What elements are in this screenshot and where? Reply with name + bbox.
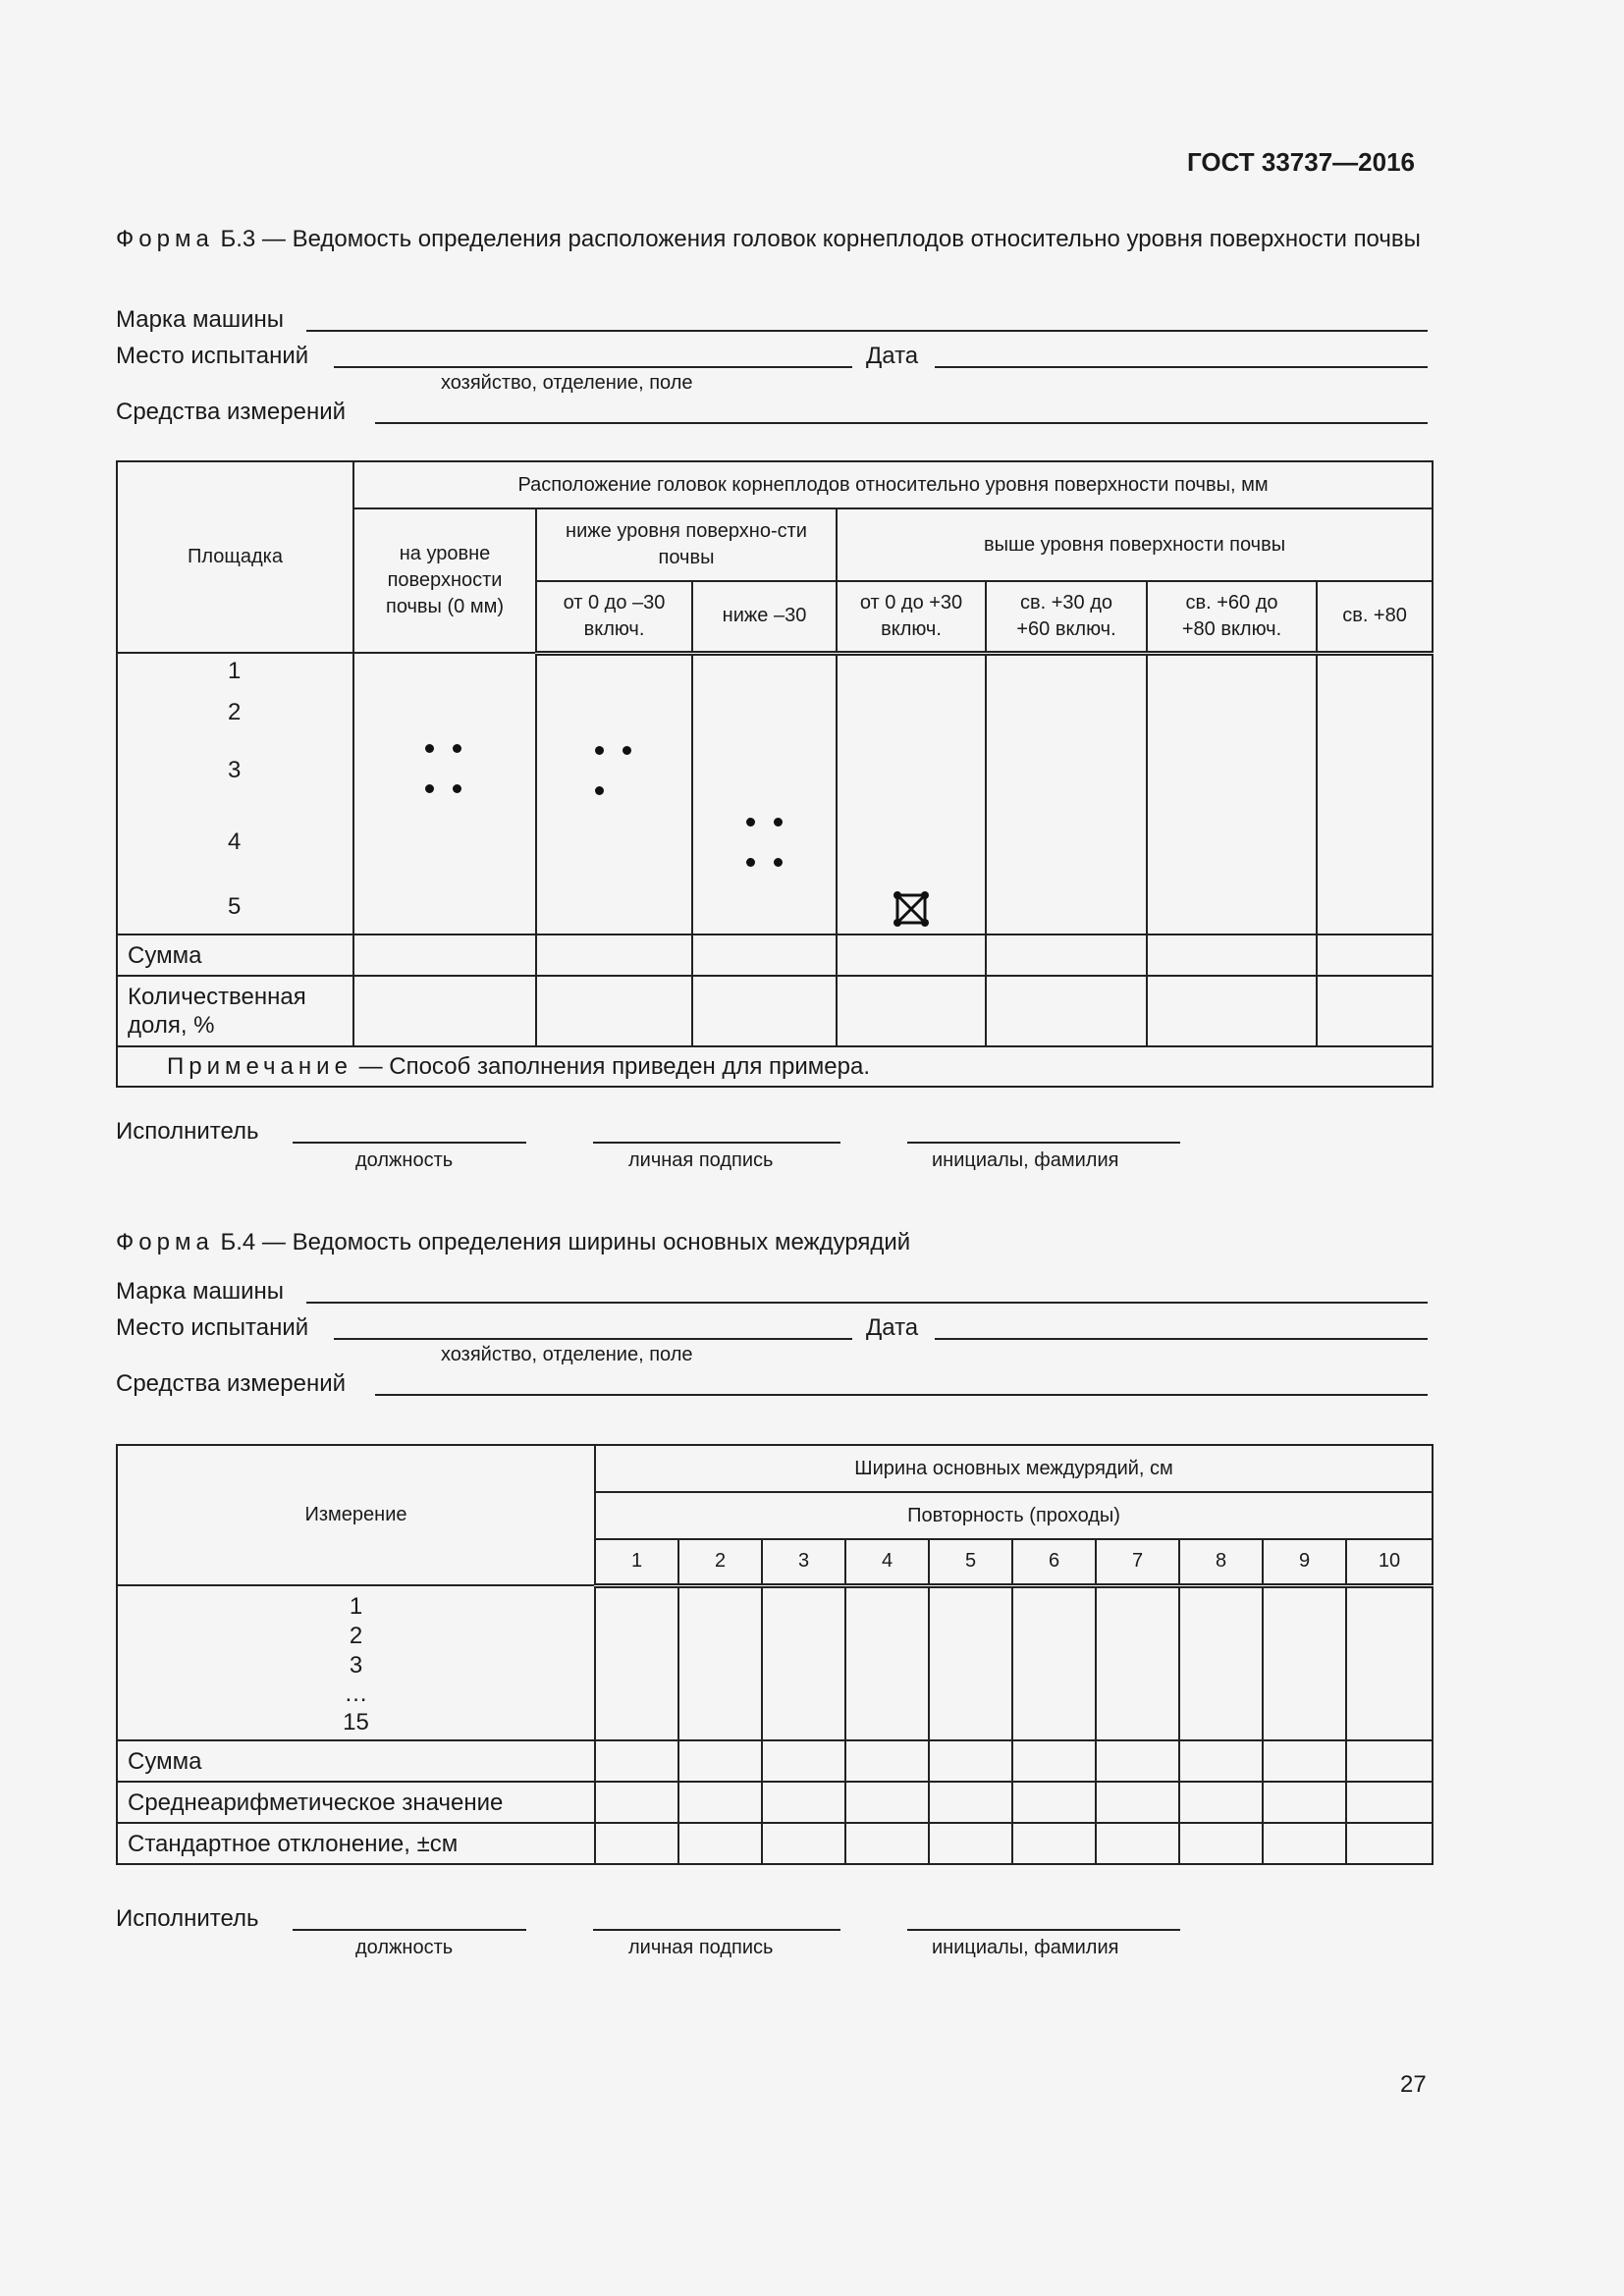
form-title-text: Б.4 — Ведомость определения ширины основных междурядий — [213, 1229, 911, 1255]
share-cell[interactable] — [1317, 976, 1433, 1046]
tally-dot — [595, 746, 604, 755]
page-number: 27 — [1400, 2071, 1427, 2098]
sum-cell[interactable] — [692, 934, 837, 976]
signature-field[interactable] — [593, 1929, 840, 1931]
above-30-60-header: св. +30 до +60 включ. — [986, 581, 1147, 653]
mean-cell[interactable] — [1346, 1782, 1433, 1823]
tally-dot — [746, 858, 755, 867]
above-60-80-header: св. +60 до +80 включ. — [1147, 581, 1317, 653]
sum-cell[interactable] — [1263, 1740, 1346, 1782]
signature-hint: личная подпись — [628, 1937, 774, 1958]
row-width-table — [116, 1444, 1434, 1865]
sum-cell[interactable] — [353, 934, 536, 976]
value-cell[interactable] — [1096, 1585, 1179, 1740]
value-cell[interactable] — [1012, 1585, 1096, 1740]
share-cell[interactable] — [536, 976, 692, 1046]
form-b4-title — [116, 1229, 1430, 1256]
tally-above-0-30[interactable] — [837, 653, 986, 934]
pass-header: 7 — [1096, 1539, 1179, 1585]
std-cell[interactable] — [929, 1823, 1012, 1864]
tally-dot — [774, 858, 783, 867]
site-row: 3 — [228, 757, 242, 783]
std-cell[interactable] — [1179, 1823, 1263, 1864]
mean-cell[interactable] — [1012, 1782, 1096, 1823]
above-0-30-header: от 0 до +30 включ. — [837, 581, 986, 653]
mean-label: Среднеарифметическое значение — [117, 1782, 595, 1823]
sum-cell[interactable] — [678, 1740, 762, 1782]
site-row: 1 — [228, 658, 242, 684]
measure-row: 1 — [349, 1593, 363, 1620]
place-hint: хозяйство, отделение, поле — [441, 1344, 693, 1365]
tally-dot — [595, 786, 604, 795]
date-label: Дата — [866, 343, 919, 369]
tools-field[interactable] — [375, 422, 1428, 424]
position-field[interactable] — [293, 1929, 526, 1931]
form-label: Форма — [116, 1229, 214, 1255]
sum-cell[interactable] — [986, 934, 1147, 976]
site-numbers-cell — [117, 653, 353, 934]
note-label: Примечание — [167, 1053, 352, 1080]
pass-header: 6 — [1012, 1539, 1096, 1585]
form-label: Форма — [116, 226, 214, 252]
name-hint: инициалы, фамилия — [932, 1149, 1119, 1171]
share-cell[interactable] — [1147, 976, 1317, 1046]
tally-dot — [453, 744, 461, 753]
value-cell[interactable] — [1179, 1585, 1263, 1740]
pass-header: 8 — [1179, 1539, 1263, 1585]
pass-header: 9 — [1263, 1539, 1346, 1585]
tally-above-80[interactable] — [1317, 653, 1433, 934]
std-cell[interactable] — [1096, 1823, 1179, 1864]
above-80-header: св. +80 — [1317, 581, 1433, 653]
measure-row: 3 — [349, 1652, 363, 1679]
place-field[interactable] — [334, 1338, 852, 1340]
sum-cell[interactable] — [837, 934, 986, 976]
at-level-header: на уровне поверхности почвы (0 мм) — [353, 508, 536, 653]
mean-cell[interactable] — [929, 1782, 1012, 1823]
name-field[interactable] — [907, 1142, 1180, 1144]
std-cell[interactable] — [1346, 1823, 1433, 1864]
tally-below-30[interactable] — [692, 653, 837, 934]
position-field[interactable] — [293, 1142, 526, 1144]
mean-cell[interactable] — [595, 1782, 678, 1823]
sum-cell[interactable] — [1096, 1740, 1179, 1782]
mean-cell[interactable] — [1179, 1782, 1263, 1823]
site-row: 5 — [228, 893, 242, 920]
share-label: Количественная доля, % — [117, 976, 353, 1046]
sum-cell[interactable] — [845, 1740, 929, 1782]
name-hint: инициалы, фамилия — [932, 1937, 1119, 1958]
form-b3-title — [116, 226, 1430, 253]
below-0-30-header: от 0 до –30 включ. — [536, 581, 692, 653]
sum-cell[interactable] — [1346, 1740, 1433, 1782]
std-cell[interactable] — [762, 1823, 845, 1864]
position-hint: должность — [355, 1149, 454, 1171]
sum-label: Сумма — [117, 1740, 595, 1782]
tally-above-60-80[interactable] — [1147, 653, 1317, 934]
tools-label: Средства измерений — [116, 399, 347, 425]
measure-row: 2 — [349, 1623, 363, 1649]
note-text: — Способ заполнения приведен для примера. — [352, 1053, 871, 1080]
mean-cell[interactable] — [1096, 1782, 1179, 1823]
group-header: Расположение головок корнеплодов относительно уровня поверхности почвы, мм — [353, 461, 1433, 508]
std-cell[interactable] — [595, 1823, 678, 1864]
share-cell[interactable] — [837, 976, 986, 1046]
tally-dot — [774, 818, 783, 827]
sum-cell[interactable] — [1012, 1740, 1096, 1782]
tally-dot — [453, 784, 461, 793]
tally-above-30-60[interactable] — [986, 653, 1147, 934]
machine-field[interactable] — [306, 330, 1428, 332]
tally-at-level[interactable] — [353, 653, 536, 934]
tally-dot — [425, 744, 434, 753]
sum-label: Сумма — [117, 934, 353, 976]
sum-cell[interactable] — [595, 1740, 678, 1782]
sum-cell[interactable] — [762, 1740, 845, 1782]
position-hint: должность — [355, 1937, 454, 1958]
machine-label: Марка машины — [116, 1278, 285, 1305]
tally-ten-mark-icon — [892, 889, 931, 929]
measure-numbers-cell — [117, 1585, 595, 1740]
share-cell[interactable] — [353, 976, 536, 1046]
share-cell[interactable] — [692, 976, 837, 1046]
name-field[interactable] — [907, 1929, 1180, 1931]
value-cell[interactable] — [1346, 1585, 1433, 1740]
site-header: Площадка — [117, 461, 353, 653]
std-label: Стандартное отклонение, ±см — [117, 1823, 595, 1864]
std-cell[interactable] — [1263, 1823, 1346, 1864]
value-cell[interactable] — [762, 1585, 845, 1740]
site-row: 4 — [228, 828, 242, 855]
place-field[interactable] — [334, 366, 852, 368]
value-cell[interactable] — [929, 1585, 1012, 1740]
place-label: Место испытаний — [116, 1314, 309, 1341]
mean-cell[interactable] — [845, 1782, 929, 1823]
pass-header: 3 — [762, 1539, 845, 1585]
std-cell[interactable] — [1012, 1823, 1096, 1864]
pass-header: 5 — [929, 1539, 1012, 1585]
mean-cell[interactable] — [1263, 1782, 1346, 1823]
value-cell[interactable] — [1263, 1585, 1346, 1740]
std-cell[interactable] — [678, 1823, 762, 1864]
pass-header: 4 — [845, 1539, 929, 1585]
tally-dot — [425, 784, 434, 793]
tally-dot — [623, 746, 631, 755]
place-label: Место испытаний — [116, 343, 309, 369]
group-header: Ширина основных междурядий, см — [595, 1445, 1433, 1492]
share-cell[interactable] — [986, 976, 1147, 1046]
below-30-header: ниже –30 — [692, 581, 837, 653]
measure-header: Измерение — [117, 1445, 595, 1585]
repeat-header: Повторность (проходы) — [595, 1492, 1433, 1539]
measure-row: 15 — [343, 1709, 369, 1735]
table-note — [117, 1046, 1433, 1087]
tally-dot — [746, 818, 755, 827]
measure-row: … — [344, 1681, 368, 1707]
executor-label: Исполнитель — [116, 1118, 259, 1145]
below-group-header: ниже уровня поверхно-сти почвы — [536, 508, 837, 581]
form-title-text: Б.3 — Ведомость определения расположения головок корнеплодов относительно уровня поверхности почвы — [213, 226, 1421, 252]
tools-label: Средства измерений — [116, 1370, 347, 1397]
sum-cell[interactable] — [1147, 934, 1317, 976]
pass-header: 10 — [1346, 1539, 1433, 1585]
value-cell[interactable] — [845, 1585, 929, 1740]
date-field[interactable] — [935, 366, 1428, 368]
tools-field[interactable] — [375, 1394, 1428, 1396]
sum-cell[interactable] — [929, 1740, 1012, 1782]
signature-hint: личная подпись — [628, 1149, 774, 1171]
place-hint: хозяйство, отделение, поле — [441, 372, 693, 394]
date-label: Дата — [866, 1314, 919, 1341]
machine-label: Марка машины — [116, 306, 285, 333]
sum-cell[interactable] — [536, 934, 692, 976]
tally-below-0-30[interactable] — [536, 653, 692, 934]
mean-cell[interactable] — [762, 1782, 845, 1823]
above-group-header: выше уровня поверхности почвы — [837, 508, 1433, 581]
value-cell[interactable] — [595, 1585, 678, 1740]
machine-field[interactable] — [306, 1302, 1428, 1304]
std-cell[interactable] — [845, 1823, 929, 1864]
executor-label: Исполнитель — [116, 1905, 259, 1932]
pass-header: 2 — [678, 1539, 762, 1585]
pass-header: 1 — [595, 1539, 678, 1585]
value-cell[interactable] — [678, 1585, 762, 1740]
sum-cell[interactable] — [1317, 934, 1433, 976]
sum-cell[interactable] — [1179, 1740, 1263, 1782]
root-position-table — [116, 460, 1434, 1088]
signature-field[interactable] — [593, 1142, 840, 1144]
date-field[interactable] — [935, 1338, 1428, 1340]
mean-cell[interactable] — [678, 1782, 762, 1823]
site-row: 2 — [228, 699, 242, 725]
standard-number: ГОСТ 33737—2016 — [1187, 147, 1415, 177]
